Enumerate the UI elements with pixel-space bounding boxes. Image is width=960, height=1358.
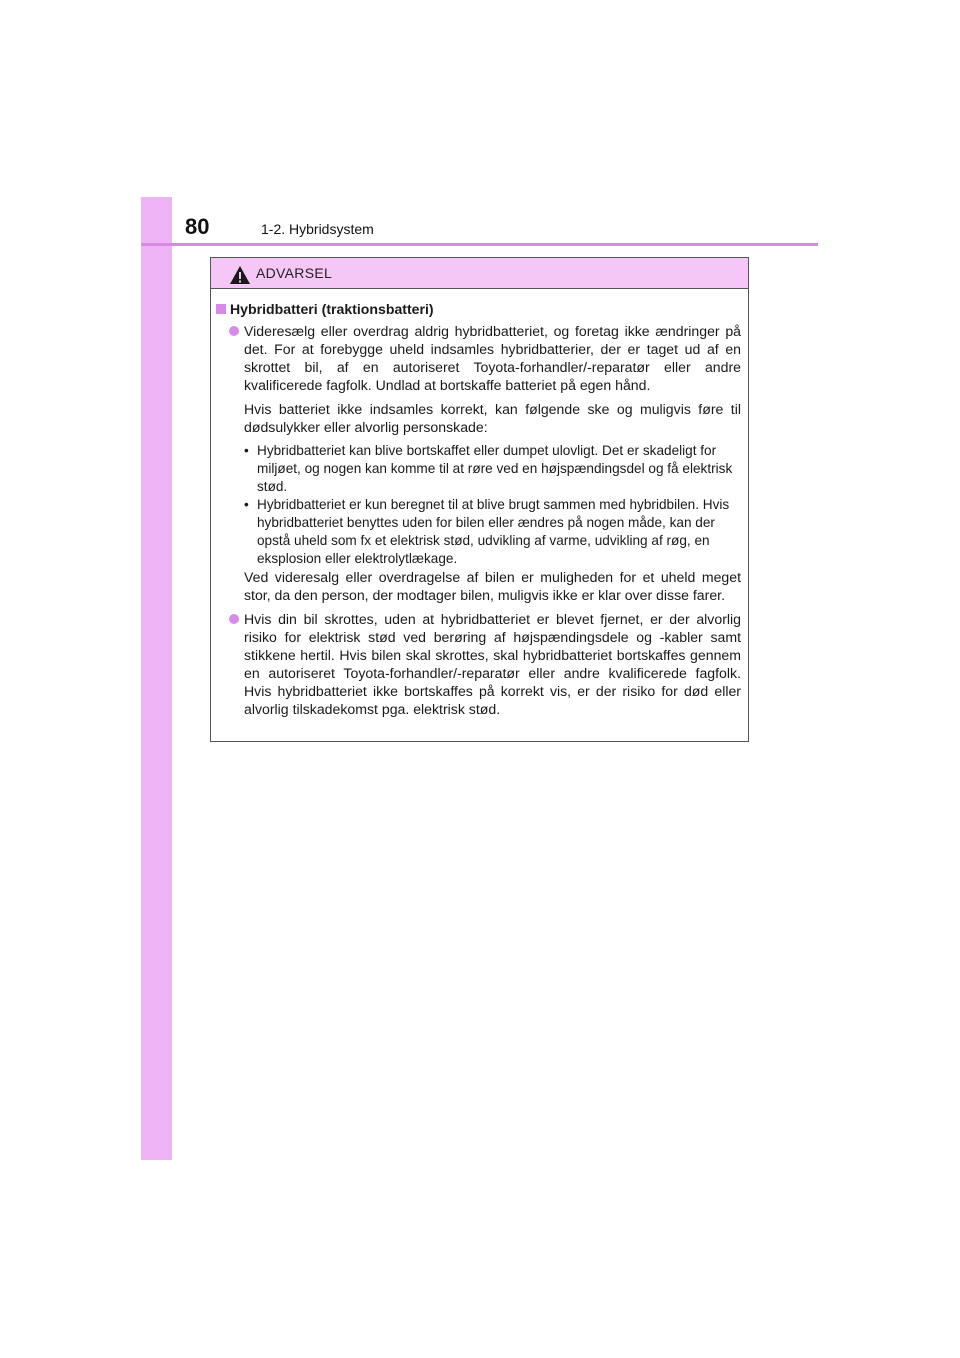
warning-label: ADVARSEL xyxy=(256,265,333,281)
item-1-consequence-text: Hvis batteriet ikke indsamles korrekt, kan følgende ske og muligvis føre til dødsulykker eller alvorlig personskade: xyxy=(244,401,741,435)
section-title: 1-2. Hybridsystem xyxy=(261,221,374,237)
item-1-closing-text: Ved videresalg eller overdragelse af bilen er muligheden for et uheld meget stor, da den person, der modtager bilen, muligvis ikke er klar over disse farer. xyxy=(244,569,741,603)
item-1-text: Videresælg eller overdrag aldrig hybridbatteriet, og foretag ikke ændringer på det. For at forebygge uheld indsamles hybridbatterier, der er taget ud af en skrottet bil, af en autoriseret Toyota-forhandler/-reparatør eller andre kvalificerede fagfolk. Undlad at bortskaffe batteriet på egen hånd. xyxy=(244,323,741,393)
dot-bullet-icon: • xyxy=(244,443,249,458)
sub-list-item xyxy=(244,496,741,568)
sub-item-text: Hybridbatteriet er kun beregnet til at blive brugt sammen med hybridbilen. Hvis hybridbatteriet benyttes uden for bilen eller ændres på nogen måde, kan der opstå uheld som fx et elektrisk stød, udvikling af varme, udvikling af røg, en eksplosion eller elektrolytlækage. xyxy=(257,497,730,566)
sub-list xyxy=(244,442,741,568)
sub-list-item xyxy=(244,442,741,496)
chapter-side-strip xyxy=(141,197,172,1160)
warning-heading xyxy=(216,300,741,318)
page-number: 80 xyxy=(185,214,210,239)
list-item xyxy=(216,322,741,394)
dot-bullet-icon: • xyxy=(244,497,249,512)
sub-item-text: Hybridbatteriet kan blive bortskaffet eller dumpet ulovligt. Det er skadeligt for miljøet, og nogen kan komme til at røre ved en højspændingsdel og få elektrisk stød. xyxy=(257,443,733,494)
list-item xyxy=(216,610,741,718)
item-2-text: Hvis din bil skrottes, uden at hybridbatteriet er blevet fjernet, er der alvorlig risiko for elektrisk stød ved berøring af højspændingsdele og -kabler samt stikkene hertil. Hvis bilen skal skrottes, skal hybridbatteriet bortskaffes gennem en autoriseret Toyota-forhandler/-reparatør eller andre kvalificerede fagfolk. Hvis hybridbatteriet ikke bortskaffes på korrekt vis, er der risiko for død eller alvorlig tilskadekomst pga. elektrisk stød. xyxy=(244,611,741,717)
warning-heading-text: Hybridbatteri (traktionsbatteri) xyxy=(230,301,434,317)
header-rule xyxy=(141,243,818,246)
circle-bullet-icon xyxy=(229,614,239,624)
warning-header xyxy=(211,258,748,289)
circle-bullet-icon xyxy=(229,326,239,336)
warning-box xyxy=(210,257,749,742)
square-bullet-icon xyxy=(216,304,226,314)
warning-triangle-icon xyxy=(229,265,251,285)
warning-body xyxy=(211,289,748,718)
